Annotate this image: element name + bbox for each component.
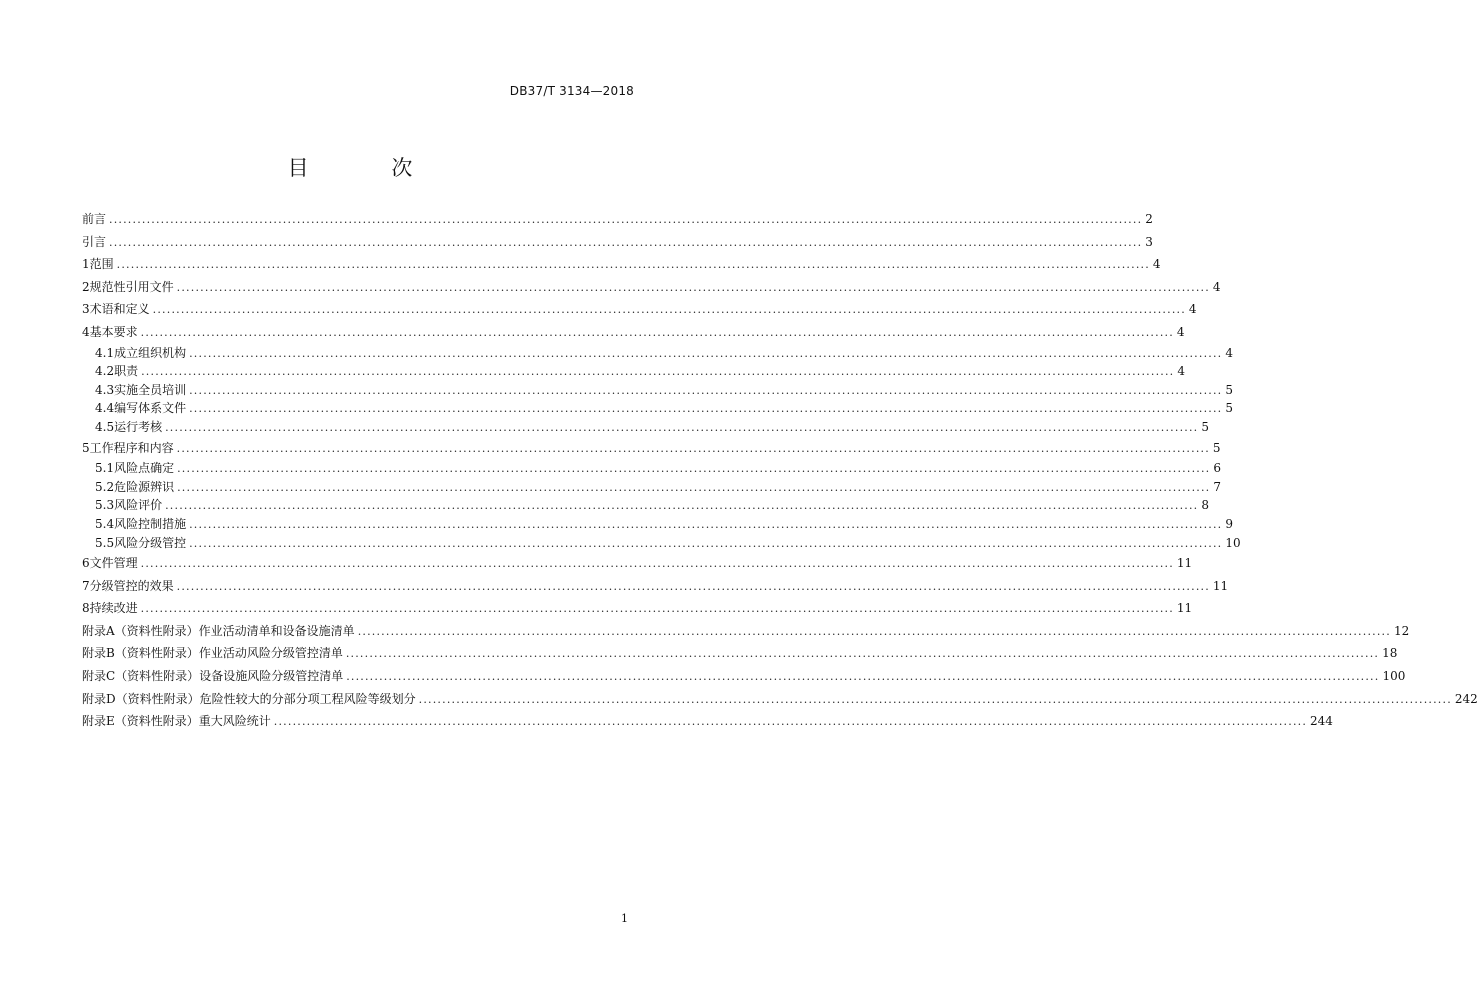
toc-entry-page: 4 — [1212, 279, 1221, 294]
dot-leader: ............................................................................................................................................................................................................................ — [109, 235, 1143, 249]
dot-leader: ............................................................................................................................................................................................................................ — [109, 213, 1143, 226]
toc-entry-page: 5 — [1225, 401, 1233, 416]
toc-entry-label: 前言 — [82, 212, 107, 226]
toc-entry-page: 5 — [1201, 419, 1209, 434]
toc-entry-label: 编写体系文件 — [114, 401, 187, 416]
toc-entry[interactable] — [82, 597, 1193, 620]
table-of-contents — [82, 208, 1478, 733]
dot-leader: ............................................................................................................................................................................................................................ — [177, 480, 1211, 494]
dot-leader: ............................................................................................................................................................................................................................ — [189, 517, 1223, 531]
dot-leader: ............................................................................................................................................................................................................................ — [273, 715, 1308, 729]
toc-entry-label: 术语和定义 — [89, 302, 150, 317]
dot-leader: ............................................................................................................................................................................................................................ — [345, 647, 1380, 661]
toc-entry-label: 分级管控的效果 — [89, 578, 174, 593]
toc-entry[interactable] — [82, 642, 1398, 665]
toc-entry-number: 5.5 — [95, 535, 115, 550]
toc-entry-page: 4 — [1225, 345, 1233, 360]
toc-entry-label: 成立组织机构 — [114, 345, 187, 360]
toc-entry-page: 5 — [1225, 382, 1233, 397]
toc-entry-number: 3 — [82, 302, 90, 317]
toc-entry-label: 运行考核 — [114, 419, 163, 434]
page-title: 目 次 — [287, 156, 451, 180]
dot-leader: ............................................................................................................................................................................................................................ — [176, 441, 1210, 455]
toc-entry-page: 242 — [1454, 691, 1478, 706]
toc-entry[interactable] — [82, 321, 1185, 344]
toc-entry-page: 4 — [1152, 257, 1161, 272]
toc-entry[interactable] — [82, 208, 1153, 231]
toc-entry-label: 作业活动风险分级管控清单 — [198, 646, 343, 661]
dot-leader: ............................................................................................................................................................................................................................ — [189, 536, 1223, 550]
toc-entry-number: 5.1 — [95, 461, 115, 476]
toc-entry-number: 5.4 — [95, 516, 115, 531]
toc-entry-number: 5.3 — [95, 498, 115, 513]
toc-entry-number: 1 — [82, 257, 90, 272]
toc-entry-page: 11 — [1212, 578, 1229, 593]
toc-entry[interactable] — [82, 688, 1478, 711]
toc-entry-label: 基本要求 — [89, 324, 138, 339]
toc-appendix-prefix: 附录E（资料性附录） — [82, 714, 199, 729]
dot-leader: ............................................................................................................................................................................................................................ — [176, 280, 1210, 294]
dot-leader: ............................................................................................................................................................................................................................ — [418, 692, 1452, 706]
dot-leader: ............................................................................................................................................................................................................................ — [165, 499, 1199, 513]
toc-entry[interactable] — [82, 399, 1233, 418]
toc-entry-label: 危险源辨识 — [114, 479, 175, 494]
toc-entry-label: 引言 — [82, 234, 107, 249]
toc-entry-page: 6 — [1213, 461, 1221, 476]
toc-entry[interactable] — [82, 298, 1197, 321]
toc-entry-number: 4.4 — [95, 401, 115, 416]
toc-entry[interactable] — [82, 552, 1193, 575]
toc-entry-page: 4 — [1177, 364, 1185, 379]
toc-entry-page: 4 — [1188, 302, 1197, 317]
toc-entry-label: 范围 — [89, 257, 114, 272]
toc-entry[interactable] — [82, 437, 1221, 460]
toc-entry[interactable] — [82, 231, 1153, 254]
toc-entry-page: 11 — [1176, 601, 1193, 616]
toc-entry-label: 风险控制措施 — [114, 516, 187, 531]
toc-entry-label: 文件管理 — [89, 556, 138, 571]
dot-leader: ............................................................................................................................................................................................................................ — [141, 365, 1175, 379]
toc-entry-label: 工作程序和内容 — [89, 440, 174, 455]
dot-leader: ............................................................................................................................................................................................................................ — [152, 303, 1186, 317]
toc-entry-number: 7 — [82, 578, 90, 593]
toc-entry-label: 设备设施风险分级管控清单 — [199, 669, 344, 684]
toc-appendix-prefix: 附录D（资料性附录） — [82, 691, 200, 706]
page-number: 1 — [621, 912, 628, 925]
toc-entry-number: 4.2 — [95, 364, 115, 379]
dot-leader: ............................................................................................................................................................................................................................ — [189, 383, 1223, 397]
toc-entry-page: 244 — [1310, 714, 1333, 729]
toc-entry[interactable] — [82, 710, 1333, 733]
toc-entry-number: 8 — [82, 601, 90, 616]
toc-entry-page: 2 — [1145, 212, 1153, 226]
toc-entry-page: 4 — [1176, 324, 1185, 339]
toc-entry-label: 职责 — [114, 364, 139, 379]
toc-entry-number: 2 — [82, 279, 90, 294]
toc-entry-label: 危险性较大的分部分项工程风险等级划分 — [199, 691, 416, 706]
toc-entry-number: 6 — [82, 556, 90, 571]
dot-leader: ............................................................................................................................................................................................................................ — [189, 346, 1223, 360]
toc-entry-label: 风险点确定 — [114, 461, 175, 476]
dot-leader: ............................................................................................................................................................................................................................ — [177, 462, 1211, 476]
toc-entry-page: 7 — [1213, 479, 1221, 494]
toc-entry-label: 重大风险统计 — [198, 714, 271, 729]
dot-leader: ............................................................................................................................................................................................................................ — [140, 325, 1174, 339]
toc-appendix-prefix: 附录C（资料性附录） — [82, 669, 200, 684]
toc-entry[interactable] — [82, 459, 1221, 478]
toc-entry-page: 11 — [1176, 556, 1193, 571]
toc-appendix-prefix: 附录B（资料性附录） — [82, 646, 199, 661]
toc-entry-page: 8 — [1201, 498, 1209, 513]
toc-entry[interactable] — [82, 362, 1185, 381]
toc-entry[interactable] — [82, 418, 1209, 437]
toc-entry[interactable] — [82, 381, 1233, 400]
dot-leader: ............................................................................................................................................................................................................................ — [140, 602, 1174, 616]
toc-entry-page: 100 — [1382, 669, 1406, 684]
toc-appendix-prefix: 附录A（资料性附录） — [82, 623, 199, 638]
toc-entry[interactable] — [82, 478, 1221, 497]
dot-leader: ............................................................................................................................................................................................................................ — [357, 624, 1391, 638]
toc-entry-page: 5 — [1212, 440, 1221, 455]
toc-entry[interactable] — [82, 496, 1209, 515]
document-code: DB37/T 3134—2018 — [509, 84, 634, 98]
toc-entry-label: 风险分级管控 — [114, 535, 187, 550]
toc-entry[interactable] — [82, 253, 1161, 276]
toc-entry-label: 持续改进 — [89, 601, 138, 616]
toc-entry[interactable] — [82, 575, 1229, 598]
toc-entry[interactable] — [82, 344, 1233, 363]
toc-entry-label: 风险评价 — [114, 498, 163, 513]
dot-leader: ............................................................................................................................................................................................................................ — [116, 258, 1150, 272]
toc-entry-page: 9 — [1225, 516, 1233, 531]
dot-leader: ............................................................................................................................................................................................................................ — [165, 420, 1199, 434]
toc-entry-page: 3 — [1145, 234, 1153, 249]
dot-leader: ............................................................................................................................................................................................................................ — [140, 557, 1174, 571]
dot-leader: ............................................................................................................................................................................................................................ — [176, 579, 1210, 593]
dot-leader: ............................................................................................................................................................................................................................ — [189, 402, 1223, 416]
toc-entry[interactable] — [82, 276, 1221, 299]
toc-entry-number: 4.3 — [95, 382, 115, 397]
toc-entry-number: 4.1 — [95, 345, 115, 360]
toc-entry-label: 规范性引用文件 — [89, 279, 174, 294]
toc-entry-page: 12 — [1393, 623, 1410, 638]
toc-entry-number: 4 — [82, 324, 90, 339]
toc-entry-label: 实施全员培训 — [114, 382, 187, 397]
toc-entry-page: 18 — [1382, 646, 1398, 661]
toc-entry[interactable] — [82, 534, 1241, 553]
toc-entry-number: 5.2 — [95, 479, 115, 494]
toc-entry-page: 10 — [1225, 535, 1241, 550]
toc-entry-label: 作业活动清单和设备设施清单 — [198, 623, 355, 638]
toc-entry[interactable] — [82, 515, 1233, 534]
toc-entry[interactable] — [82, 620, 1410, 643]
dot-leader: ............................................................................................................................................................................................................................ — [346, 670, 1380, 684]
toc-entry-number: 5 — [82, 440, 90, 455]
toc-entry-number: 4.5 — [95, 419, 115, 434]
toc-entry[interactable] — [82, 665, 1406, 688]
